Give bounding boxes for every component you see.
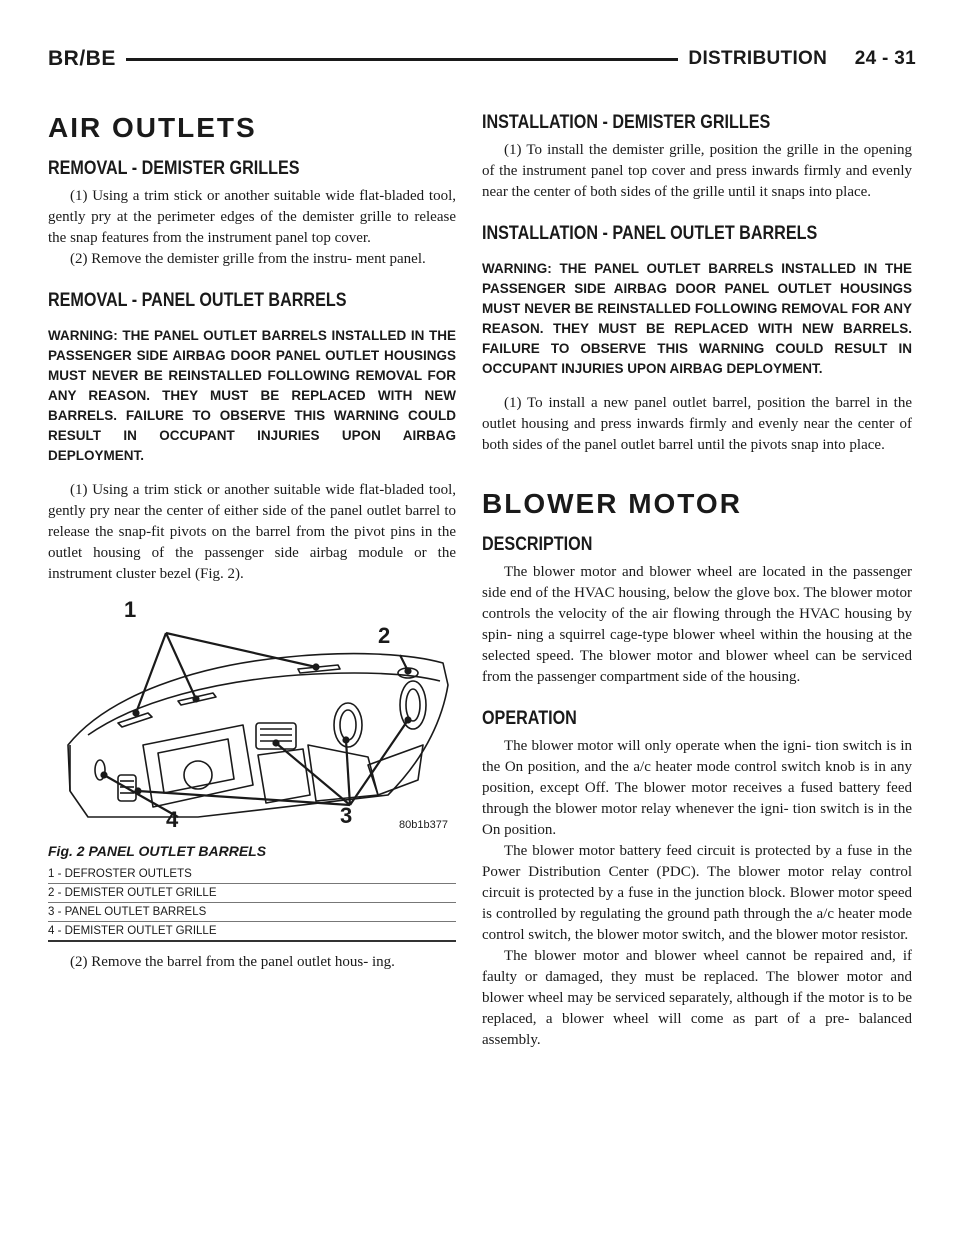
instrument-panel-illustration	[48, 595, 456, 835]
install-barrels-step-1: (1) To install a new panel outlet barrel, position the barrel in the outlet housing and press inwards firmly and evenly near the center of both sides of the panel outlet barrel until the pivots snap into place.	[482, 395, 912, 453]
legend-item: 2 - DEMISTER OUTLET GRILLE	[48, 884, 456, 903]
callout-1: 1	[124, 597, 137, 622]
header-model: BR/BE	[48, 47, 116, 70]
callout-3: 3	[340, 803, 353, 828]
install-grilles-step-1: (1) To install the demister grille, position the grille in the opening of the instrument panel top cover and press inwards firmly and evenly near the center of both sides of the grille until it snaps into place.	[482, 142, 912, 200]
removal-barrels-step-1: (1) Using a trim stick or another suitable wide flat-bladed tool, gently pry near the center of either side of the panel outlet barrel to release the snap-fit pivots on the barrel from the pivot pins in the outlet housing of the passenger side airbag module or the instrument cluster bezel (Fig. 2).	[48, 482, 456, 582]
removal-barrels-warning: WARNING: THE PANEL OUTLET BARRELS INSTALLED IN THE PASSENGER SIDE AIRBAG DOOR PANEL OUTLET HOUSINGS MUST NEVER BE REINSTALLED FOLLOWING REMOVAL FOR ANY REASON. THEY MUST BE REPLACED WITH NEW BARRELS. FAILURE TO OBSERVE THIS WARNING COULD RESULT IN OCCUPANT INJURIES UPON AIRBAG DEPLOYMENT.	[48, 328, 456, 463]
header-rule	[126, 58, 679, 61]
figure-caption: Fig. 2 PANEL OUTLET BARRELS	[48, 843, 267, 859]
install-barrels-warning: WARNING: THE PANEL OUTLET BARRELS INSTALLED IN THE PASSENGER SIDE AIRBAG DOOR PANEL OUTLET HOUSINGS MUST NEVER BE REINSTALLED FOLLOWING REMOVAL FOR ANY REASON. THEY MUST BE REPLACED WITH NEW BARRELS. FAILURE TO OBSERVE THIS WARNING COULD RESULT IN OCCUPANT INJURIES UPON AIRBAG DEPLOYMENT.	[482, 261, 912, 376]
right-column	[482, 100, 912, 1051]
header-page-number: 24 - 31	[854, 48, 916, 69]
removal-barrels-step-2: (2) Remove the barrel from the panel outlet hous- ing.	[70, 954, 395, 970]
panel-outlet-barrels-figure	[48, 595, 456, 835]
callout-2: 2	[378, 623, 391, 648]
removal-grilles-step-2: (2) Remove the demister grille from the instru- ment panel.	[70, 251, 426, 267]
operation-text-2: The blower motor battery feed circuit is protected by a fuse in the Power Distribution Center (PDC). The blower motor relay control circuit is protected by a fuse in the junction block. Blower motor speed is controlled by regulating the ground path through the a/c heater mode control switch, the blower motor switch, and the blower motor resistor.	[482, 843, 912, 943]
legend-item: 1 - DEFROSTER OUTLETS	[48, 865, 456, 884]
description-heading: DESCRIPTION	[482, 534, 593, 555]
removal-panel-outlet-barrels-heading: REMOVAL - PANEL OUTLET BARRELS	[48, 290, 347, 311]
removal-demister-grilles-heading: REMOVAL - DEMISTER GRILLES	[48, 158, 300, 179]
left-column	[48, 100, 456, 973]
header-section-group	[688, 48, 916, 70]
installation-demister-grilles-heading: INSTALLATION - DEMISTER GRILLES	[482, 112, 771, 133]
description-text: The blower motor and blower wheel are located in the passenger side end of the HVAC housing, below the glove box. The blower motor controls the velocity of the air flowing through the HVAC housing by spin- ning a squirrel cage-type blower wheel within the housing at the selected speed. The blower motor and blower wheel can be serviced from the passenger compartment side of the housing.	[482, 564, 912, 685]
legend-item: 4 - DEMISTER OUTLET GRILLE	[48, 922, 456, 942]
callout-4: 4	[166, 807, 179, 832]
legend-item: 3 - PANEL OUTLET BARRELS	[48, 903, 456, 922]
operation-heading: OPERATION	[482, 708, 577, 729]
page-header	[48, 44, 916, 74]
header-section: DISTRIBUTION	[688, 48, 828, 69]
figure-legend	[48, 865, 456, 942]
air-outlets-heading: AIR OUTLETS	[48, 112, 257, 143]
operation-text-1: The blower motor will only operate when the igni- tion switch is in the On position, and the a/c heater mode control switch knob is in any position, except Off. The blower motor receives a fused battery feed through the blower motor relay whenever the igni- tion switch is in the On position.	[482, 738, 912, 838]
figure-id: 80b1b377	[399, 819, 448, 831]
removal-grilles-step-1: (1) Using a trim stick or another suitable wide flat-bladed tool, gently pry at the perimeter edges of the demister grille to release the snap features from the instrument panel top cover.	[48, 188, 456, 246]
blower-motor-heading: BLOWER MOTOR	[482, 488, 742, 519]
operation-text-3: The blower motor and blower wheel cannot be repaired and, if faulty or damaged, they must be replaced. The blower motor and blower wheel may be serviced separately, although if the motor is to be replaced, a blower wheel will come as part of a pre- balanced assembly.	[482, 948, 912, 1048]
installation-panel-outlet-barrels-heading: INSTALLATION - PANEL OUTLET BARRELS	[482, 223, 818, 244]
